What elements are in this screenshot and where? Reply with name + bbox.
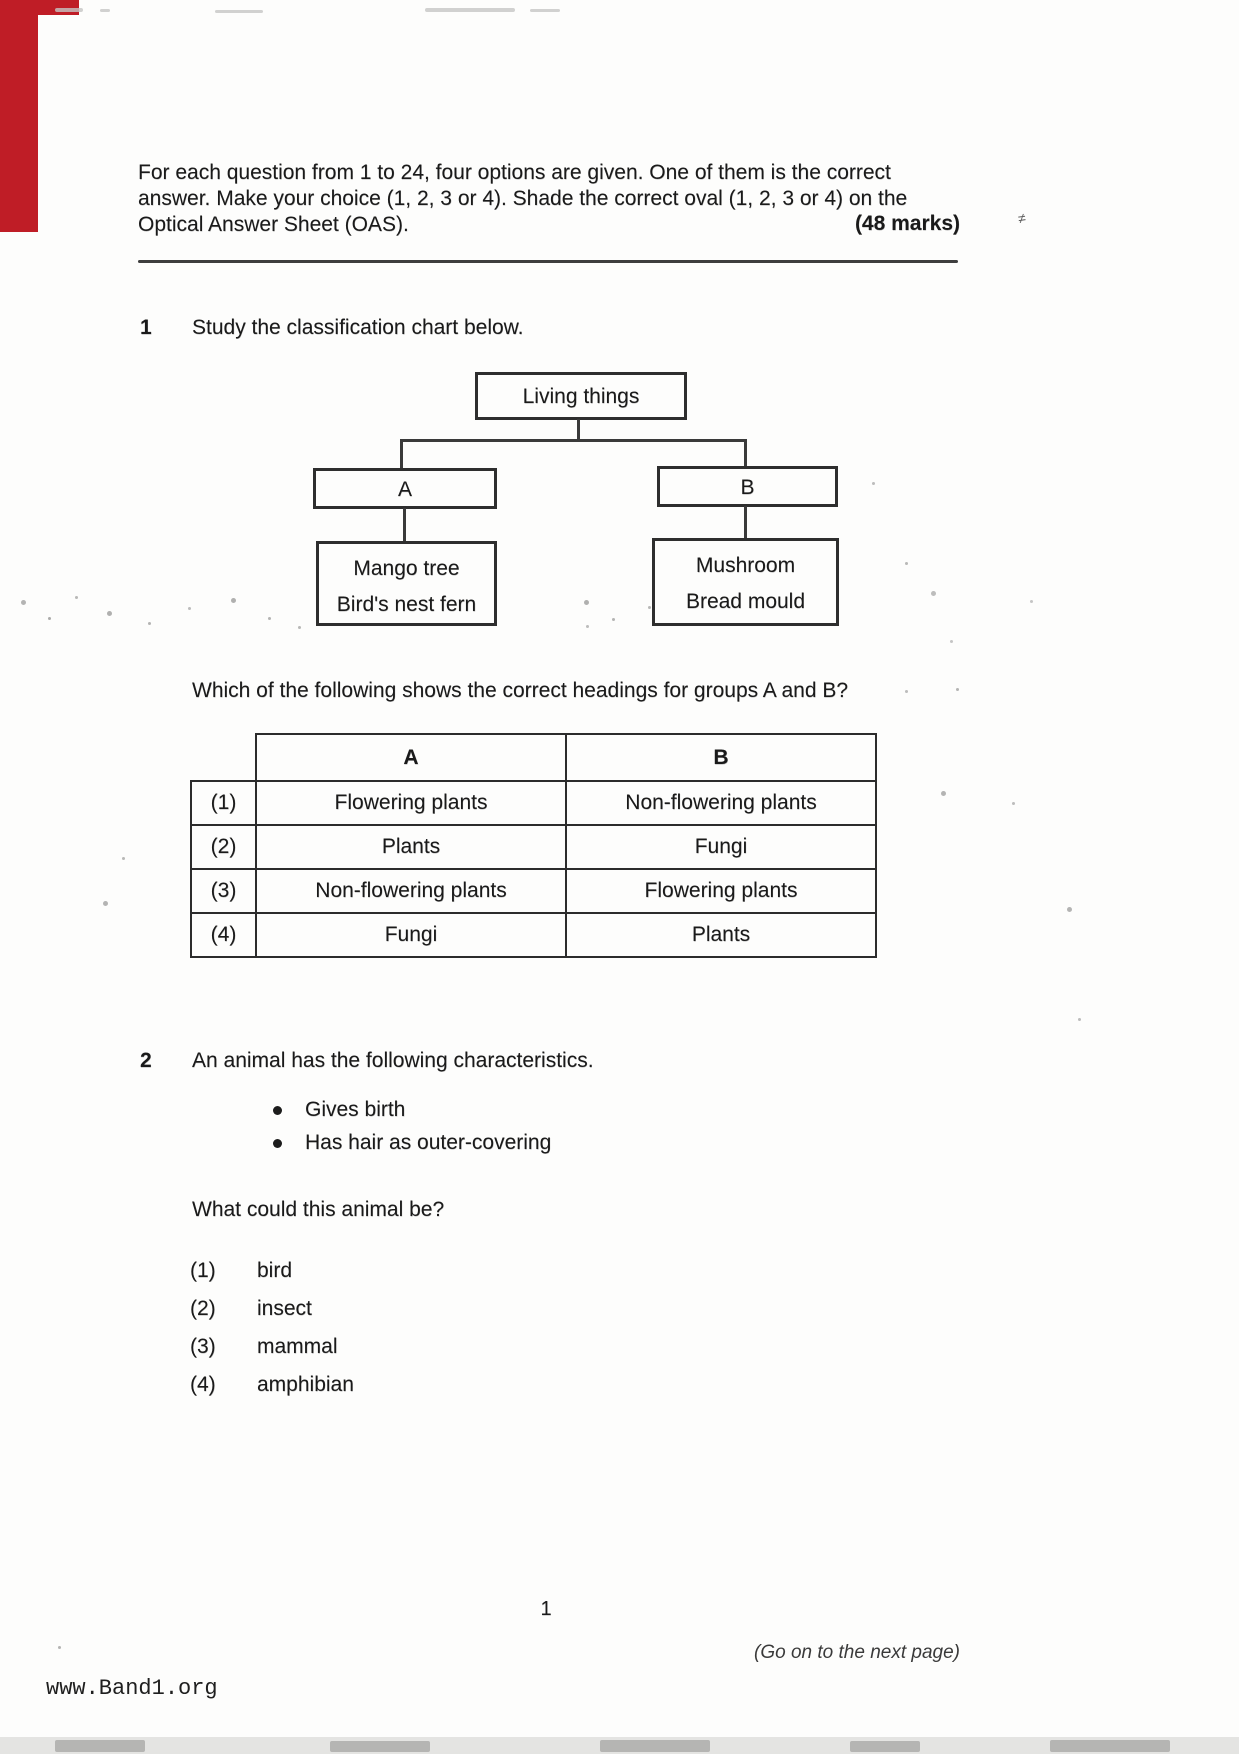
question-1-prompt: Study the classification chart below.	[192, 316, 524, 339]
table-corner-cell	[191, 734, 256, 781]
option-label: (3)	[191, 869, 256, 913]
cell-b: Plants	[566, 913, 876, 957]
page-number: 1	[540, 1598, 552, 1620]
chart-node-group-a: A	[313, 468, 497, 509]
table-row	[191, 869, 876, 913]
scan-noise-dots	[0, 0, 3, 3]
member-label: Mushroom	[695, 554, 796, 577]
option-text: bird	[257, 1259, 293, 1282]
chart-node-group-a-members	[316, 541, 497, 626]
bullet-item: Has hair as outer-covering	[305, 1131, 552, 1154]
member-label: Mango tree	[353, 557, 460, 580]
red-scan-mark	[0, 0, 38, 232]
band-segment	[850, 1741, 920, 1752]
website-watermark: www.Band1.org	[46, 1676, 218, 1701]
section-divider	[138, 260, 958, 263]
question-2-prompt: An animal has the following characteristics.	[192, 1049, 594, 1072]
table-header-b: B	[566, 734, 876, 781]
instructions-block	[138, 160, 960, 238]
connector-line	[403, 508, 406, 542]
instructions-line: answer. Make your choice (1, 2, 3 or 4). Shade the correct oval (1, 2, 3 or 4) on the	[138, 187, 908, 210]
cell-b: Fungi	[566, 825, 876, 869]
chart-node-living-things: Living things	[475, 372, 687, 420]
table-row	[191, 913, 876, 957]
connector-line	[744, 506, 747, 539]
cell-b: Non-flowering plants	[566, 781, 876, 825]
table-header-a: A	[256, 734, 566, 781]
marks-label: (48 marks)	[854, 212, 960, 235]
band-segment	[600, 1740, 710, 1752]
option-label: (4)	[190, 1373, 216, 1396]
cell-b: Flowering plants	[566, 869, 876, 913]
table-row	[191, 781, 876, 825]
option-label: (3)	[190, 1335, 216, 1358]
cell-a: Non-flowering plants	[256, 869, 566, 913]
chart-node-group-b: B	[657, 466, 838, 507]
cell-a: Plants	[256, 825, 566, 869]
question-2-number: 2	[140, 1049, 152, 1072]
bullet-dot	[273, 1106, 282, 1115]
option-label: (4)	[191, 913, 256, 957]
connector-line	[577, 419, 580, 440]
question-1-number: 1	[140, 316, 152, 339]
option-label: (2)	[191, 825, 256, 869]
options-table	[190, 733, 877, 958]
cell-a: Flowering plants	[256, 781, 566, 825]
option-label: (2)	[190, 1297, 216, 1320]
connector-line	[400, 439, 403, 469]
option-text: mammal	[257, 1335, 338, 1358]
table-header-row	[191, 734, 876, 781]
instructions-line: Optical Answer Sheet (OAS).	[138, 213, 409, 236]
band-segment	[1050, 1740, 1170, 1752]
chart-node-group-b-members	[652, 538, 839, 626]
connector-line	[400, 439, 747, 442]
cell-a: Fungi	[256, 913, 566, 957]
instructions-line: For each question from 1 to 24, four options are given. One of them is the correct	[138, 161, 891, 184]
next-page-note: (Go on to the next page)	[754, 1642, 960, 1663]
option-text: insect	[257, 1297, 312, 1320]
question-1-text: Which of the following shows the correct headings for groups A and B?	[192, 679, 849, 702]
member-label: Bread mould	[685, 590, 806, 613]
scanner-edge-band	[0, 1737, 1239, 1754]
question-2-text: What could this animal be?	[192, 1198, 445, 1221]
bullet-item: Gives birth	[305, 1098, 406, 1121]
scan-smudge	[530, 9, 560, 12]
band-segment	[330, 1741, 430, 1752]
scan-smudge	[215, 10, 263, 13]
option-label: (1)	[190, 1259, 216, 1282]
table-row	[191, 825, 876, 869]
option-text: amphibian	[257, 1373, 354, 1396]
stray-pen-mark: ≠	[1016, 209, 1027, 227]
band-segment	[55, 1740, 145, 1752]
scan-smudge	[55, 8, 83, 12]
bullet-dot	[273, 1139, 282, 1148]
member-label: Bird's nest fern	[336, 593, 477, 616]
option-label: (1)	[191, 781, 256, 825]
scan-smudge	[100, 9, 110, 12]
connector-line	[744, 439, 747, 467]
scan-smudge	[425, 8, 515, 12]
